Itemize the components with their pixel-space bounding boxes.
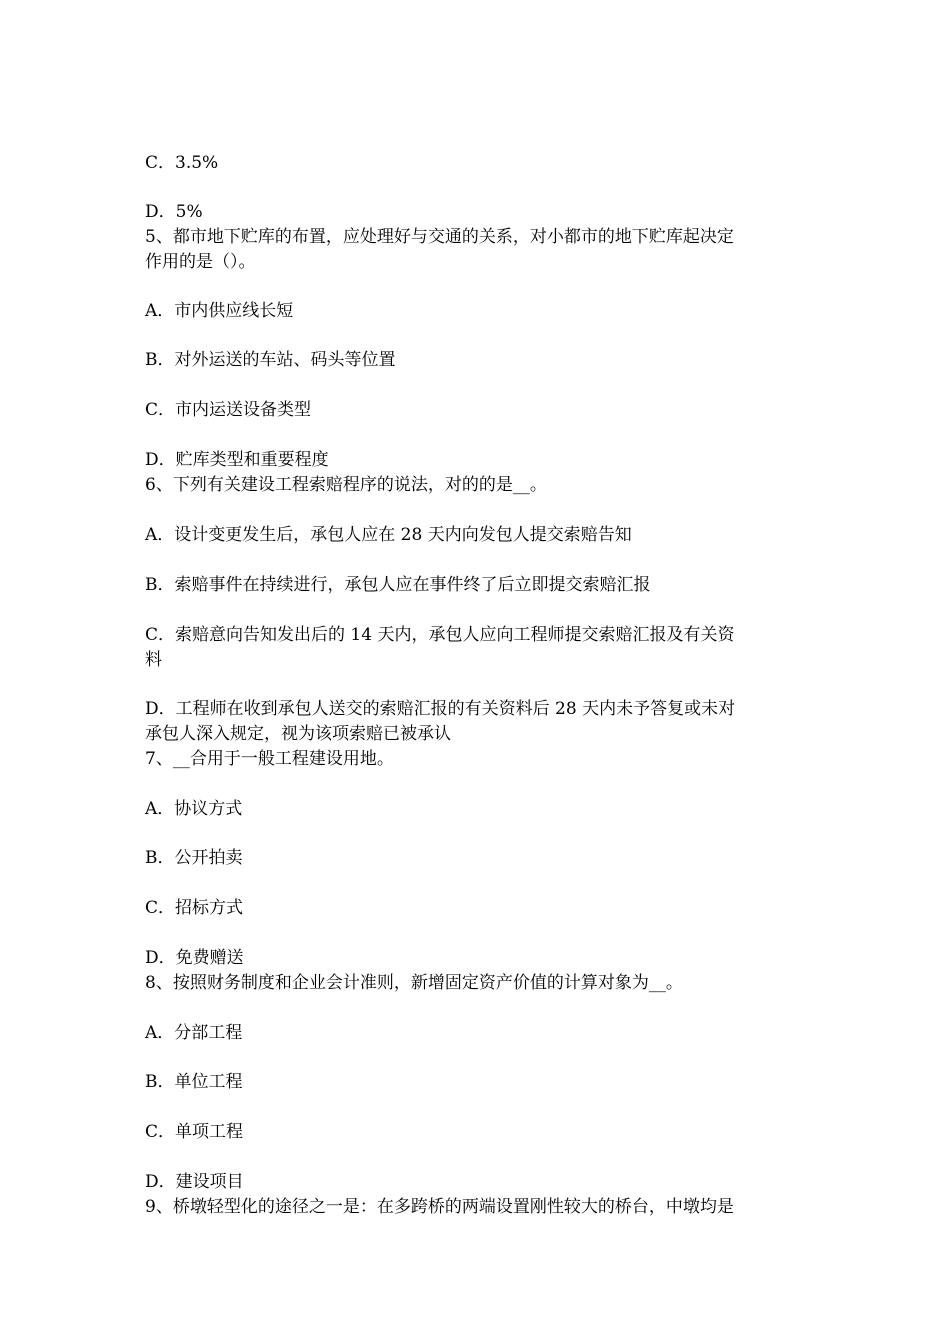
- option-8d: D．建设项目: [145, 1172, 244, 1192]
- option-8c: C．单项工程: [145, 1122, 244, 1142]
- option-5a: A．市内供应线长短: [145, 301, 294, 321]
- option-7c: C．招标方式: [145, 898, 244, 918]
- option-6d-line-2: 承包人深入规定，视为该项索赔已被承认: [145, 724, 451, 744]
- question-5-line-1: 5、都市地下贮库的布置，应处理好与交通的关系，对小都市的地下贮库起决定: [145, 227, 734, 247]
- option-4c: C．3.5%: [145, 153, 219, 173]
- question-5-line-2: 作用的是（）。: [145, 252, 256, 272]
- question-6: 6、下列有关建设工程索赔程序的说法，对的的是__。: [145, 475, 547, 495]
- option-7d: D．免费赠送: [145, 948, 244, 968]
- option-8a: A．分部工程: [145, 1023, 243, 1043]
- option-4d: D．5%: [145, 202, 203, 222]
- option-6c-line-2: 料: [145, 650, 162, 670]
- option-6c-line-1: C．索赔意向告知发出后的 14 天内，承包人应向工程师提交索赔汇报及有关资: [145, 625, 735, 645]
- option-7b: B．公开拍卖: [145, 848, 243, 868]
- option-6a: A．设计变更发生后，承包人应在 28 天内向发包人提交索赔告知: [145, 525, 632, 545]
- option-6d-line-1: D．工程师在收到承包人送交的索赔汇报的有关资料后 28 天内未予答复或未对: [145, 699, 736, 719]
- question-8: 8、按照财务制度和企业会计准则，新增固定资产价值的计算对象为__。: [145, 973, 683, 993]
- option-8b: B．单位工程: [145, 1072, 243, 1092]
- option-5b: B．对外运送的车站、码头等位置: [145, 350, 396, 370]
- question-7: 7、__合用于一般工程建设用地。: [145, 749, 394, 769]
- option-5c: C．市内运送设备类型: [145, 400, 312, 420]
- option-7a: A．协议方式: [145, 799, 243, 819]
- question-9-line-1: 9、桥墩轻型化的途径之一是：在多跨桥的两端设置刚性较大的桥台，中墩均是: [145, 1197, 734, 1217]
- option-5d: D．贮库类型和重要程度: [145, 450, 329, 470]
- option-6b: B．索赔事件在持续进行，承包人应在事件终了后立即提交索赔汇报: [145, 575, 651, 595]
